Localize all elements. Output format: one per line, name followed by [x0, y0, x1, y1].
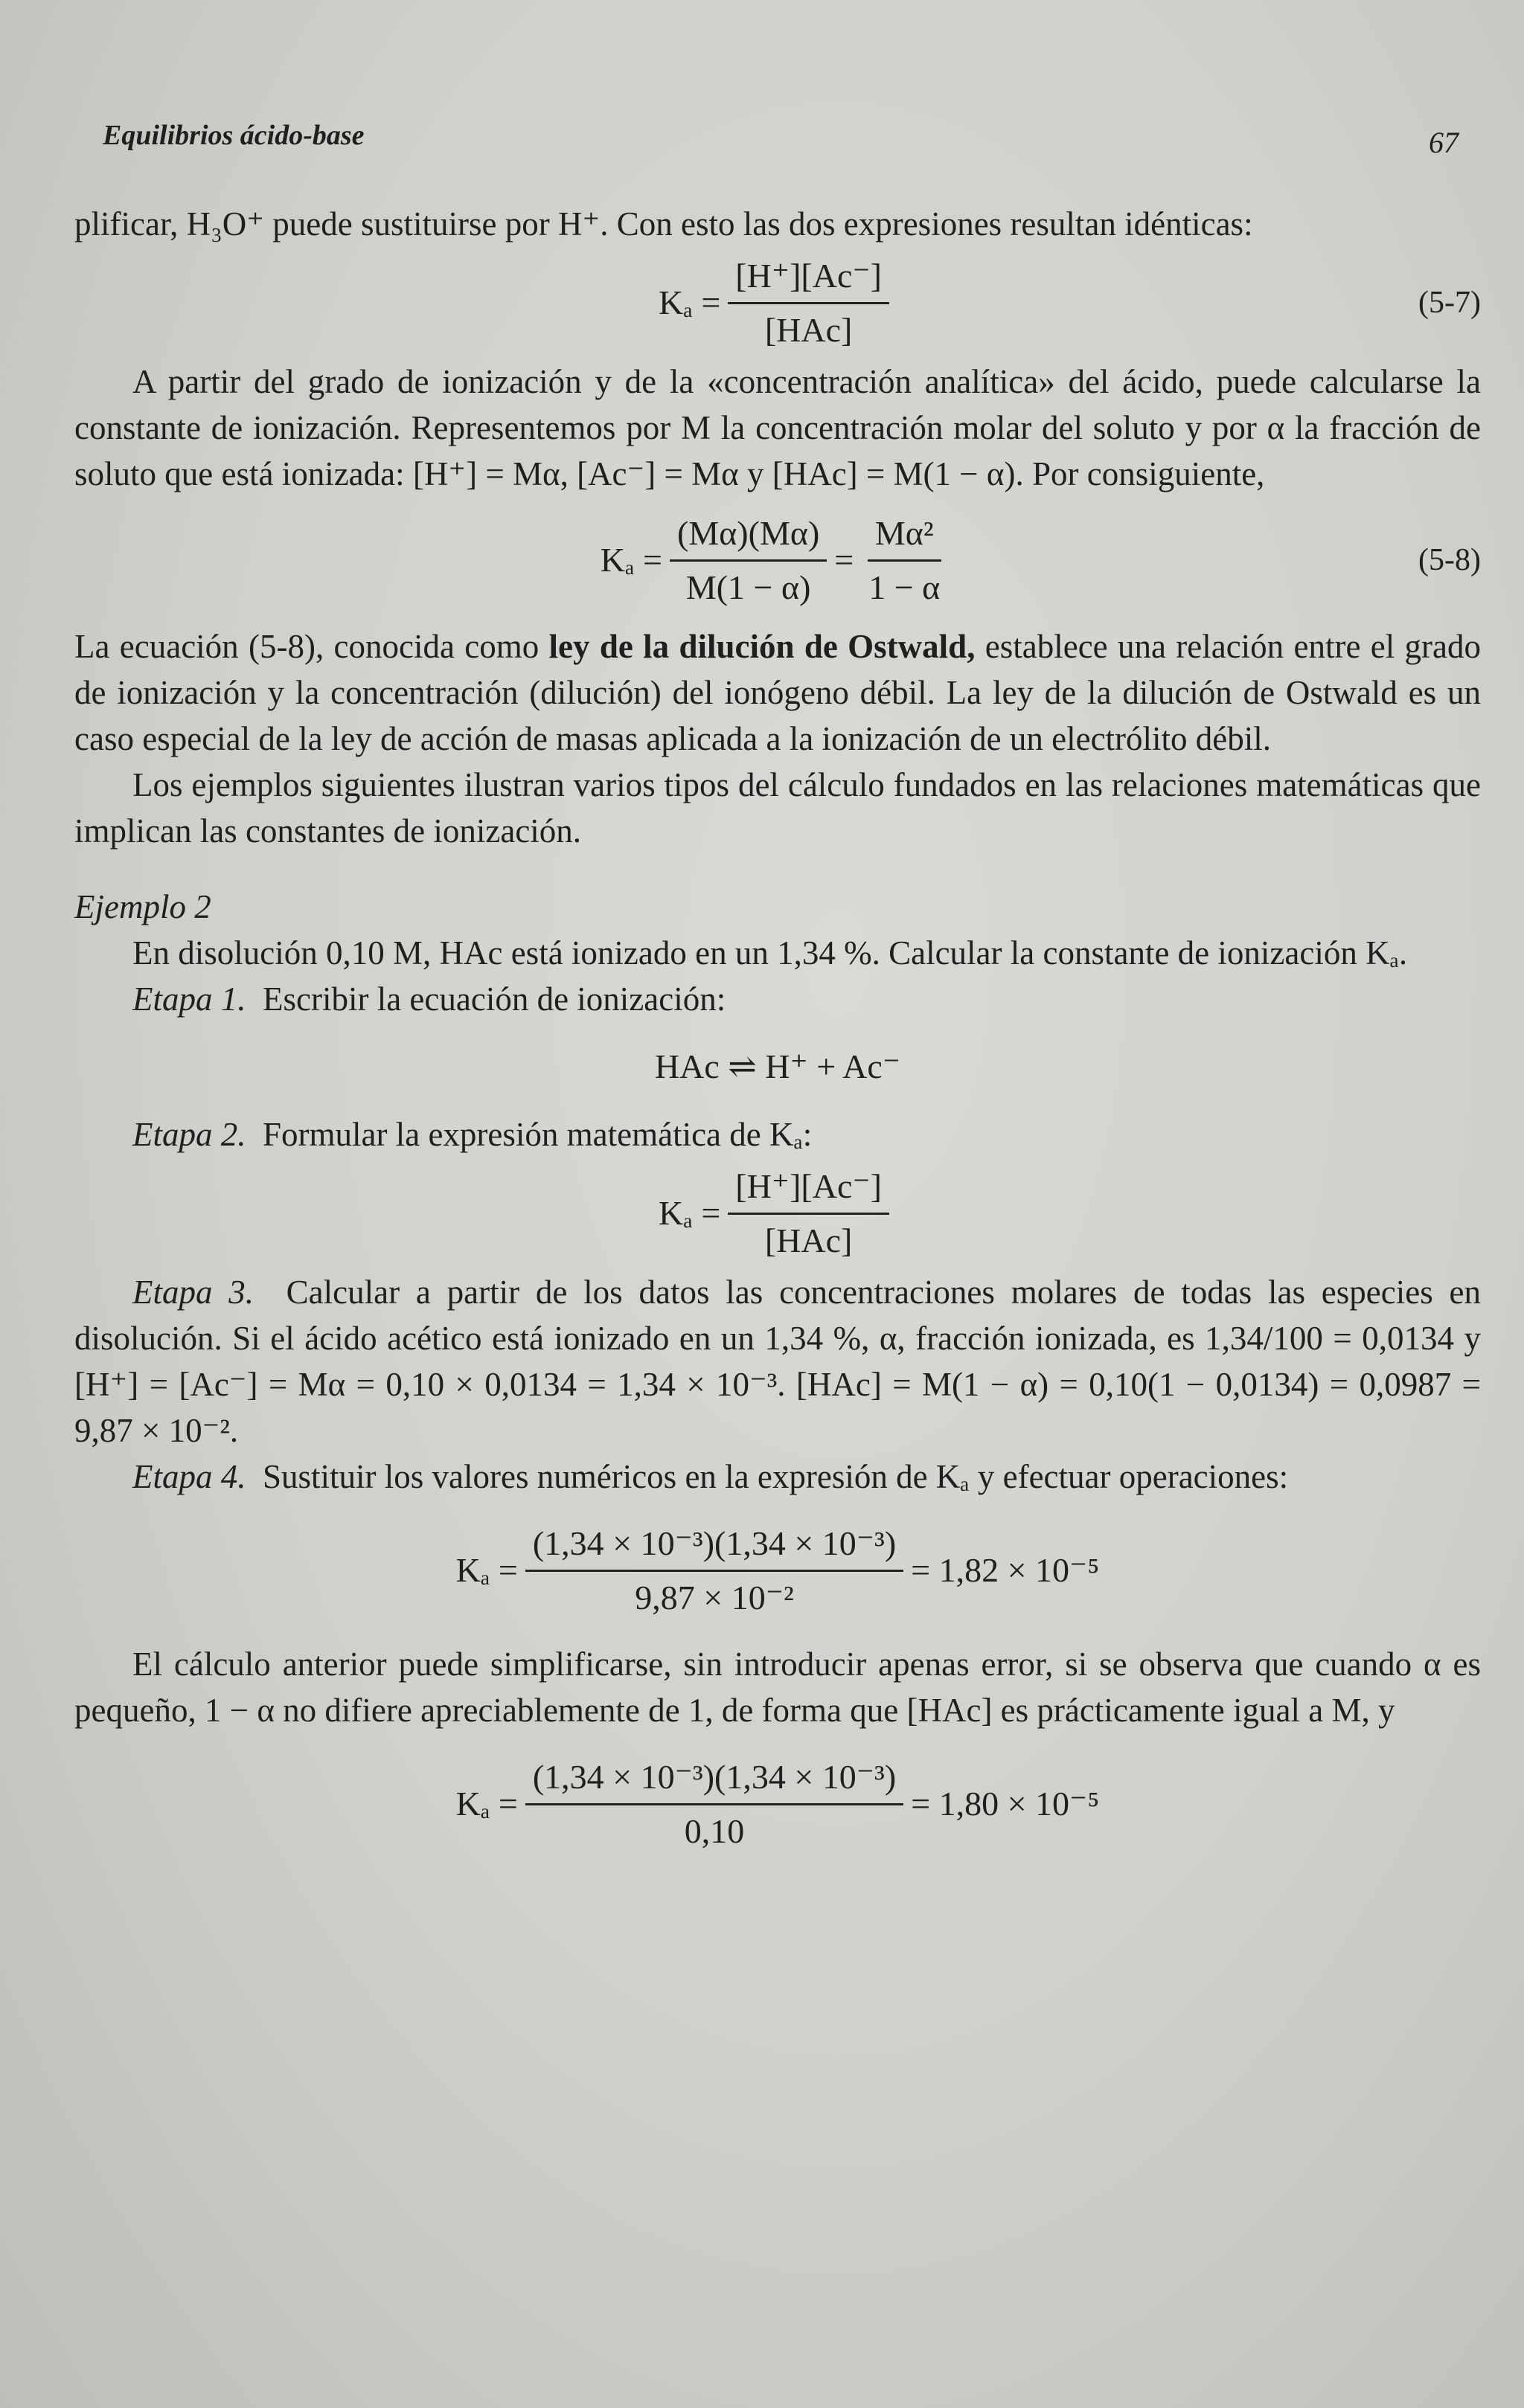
equation-lhs: Kₐ =	[455, 1785, 518, 1823]
intro-paragraph: plificar, H₃O⁺ puede sustituirse por H⁺. Con esto las dos expresiones resultan idénticas:	[74, 205, 1253, 243]
step-text: Escribir la ecuación de ionización:	[263, 980, 726, 1018]
fraction	[728, 1163, 889, 1264]
example-title: Ejemplo 2	[74, 888, 211, 925]
equation-5-7	[74, 247, 1481, 359]
numerator: [H⁺][Ac⁻]	[728, 1163, 889, 1215]
equation-5-8	[74, 497, 1481, 623]
step-2	[74, 1111, 1481, 1158]
example-statement: En disolución 0,10 M, HAc está ionizado en un 1,34 %. Calcular la constante de ionización Kₐ.	[132, 934, 1408, 972]
denominator: 1 − α	[868, 568, 941, 606]
text-run: establece una relación entre el grado de ionización y la concentración (dilución) del ionógeno débil. La ley de la dilución de Ostwald es un caso especial de la ley de acción de masas aplicada a la ionización de un electrólito débil.	[74, 628, 1481, 757]
reaction-equation: HAc ⇌ H⁺ + Ac⁻	[654, 1047, 901, 1085]
step-label: Etapa 2.	[132, 1116, 246, 1153]
step-3	[74, 1269, 1481, 1454]
denominator: [HAc]	[764, 1221, 853, 1259]
ka-expression	[74, 1158, 1481, 1269]
ka-calculation-1	[74, 1500, 1481, 1641]
numerator: Mα²	[868, 510, 941, 562]
fraction-1	[670, 510, 827, 611]
paragraph-simplification: El cálculo anterior puede simplificarse, sin introducir apenas error, si se observa que cuando α es pequeño, 1 − α no difiere apreciablemente de 1, de forma que [HAc] es prácticamente igual a M, y	[74, 1646, 1481, 1729]
bold-term: ley de la dilución de Ostwald,	[548, 628, 976, 665]
step-text: Calcular a partir de los datos las concentraciones molares de todas las especies en disolución. Si el ácido acético está ionizado en un 1,34 %, α, fracción ionizada, es 1,34/100 = 0,0134 y [H⁺] = [Ac⁻] = Mα = 0,10 × 0,0134 = 1,34 × 10⁻³. [HAc] = M(1 − α) = 0,10(1 − 0,0134) = 0,0987 = 9,87 × 10⁻².	[74, 1274, 1481, 1449]
fraction	[728, 253, 889, 353]
step-text: Sustituir los valores numéricos en la expresión de Kₐ y efectuar operaciones:	[263, 1458, 1289, 1495]
fraction	[525, 1754, 903, 1855]
ionization-reaction	[74, 1022, 1481, 1111]
denominator: [HAc]	[764, 310, 853, 349]
running-title: Equilibrios ácido-base	[103, 120, 365, 151]
page-number: 67	[1429, 126, 1459, 159]
numerator: (1,34 × 10⁻³)(1,34 × 10⁻³)	[525, 1521, 903, 1572]
step-label: Etapa 3.	[132, 1274, 254, 1311]
equals-sign: =	[834, 541, 854, 579]
ka-calculation-2	[74, 1733, 1481, 1875]
page-header	[103, 119, 1459, 164]
fraction	[525, 1521, 903, 1621]
numerator: (1,34 × 10⁻³)(1,34 × 10⁻³)	[525, 1754, 903, 1805]
step-text: Formular la expresión matemática de Kₐ:	[263, 1116, 813, 1153]
numerator: [H⁺][Ac⁻]	[728, 253, 889, 304]
paragraph-ionization-degree: A partir del grado de ionización y de la «concentración analítica» del ácido, puede calcularse la constante de ionización. Representemos por M la concentración molar del soluto y por α la fracción de soluto que está ionizada: [H⁺] = Mα, [Ac⁻] = Mα y [HAc] = M(1 − α). Por consiguiente,	[74, 363, 1481, 492]
page-content	[74, 201, 1481, 1875]
equation-lhs: Kₐ =	[600, 541, 662, 579]
paragraph-examples-intro: Los ejemplos siguientes ilustran varios tipos del cálculo fundados en las relaciones matemáticas que implican las constantes de ionización.	[74, 766, 1481, 850]
text-run: La ecuación (5-8), conocida como	[74, 628, 549, 665]
equation-lhs: Kₐ =	[659, 1194, 721, 1232]
equation-lhs: Kₐ =	[455, 1551, 518, 1589]
step-1	[74, 976, 1481, 1022]
numerator: (Mα)(Mα)	[670, 510, 827, 562]
denominator: 0,10	[684, 1811, 745, 1850]
equation-result: = 1,82 × 10⁻⁵	[911, 1551, 1100, 1589]
step-label: Etapa 4.	[132, 1458, 246, 1495]
denominator: M(1 − α)	[685, 568, 811, 606]
step-label: Etapa 1.	[132, 980, 246, 1018]
equation-number: (5-8)	[1418, 543, 1481, 577]
equation-number: (5-7)	[1418, 286, 1481, 320]
step-4	[74, 1454, 1481, 1500]
paragraph-ostwald-law	[74, 623, 1481, 762]
equation-result: = 1,80 × 10⁻⁵	[911, 1785, 1100, 1823]
fraction-2	[861, 510, 947, 611]
equation-lhs: Kₐ =	[659, 283, 721, 321]
denominator: 9,87 × 10⁻²	[635, 1578, 794, 1616]
